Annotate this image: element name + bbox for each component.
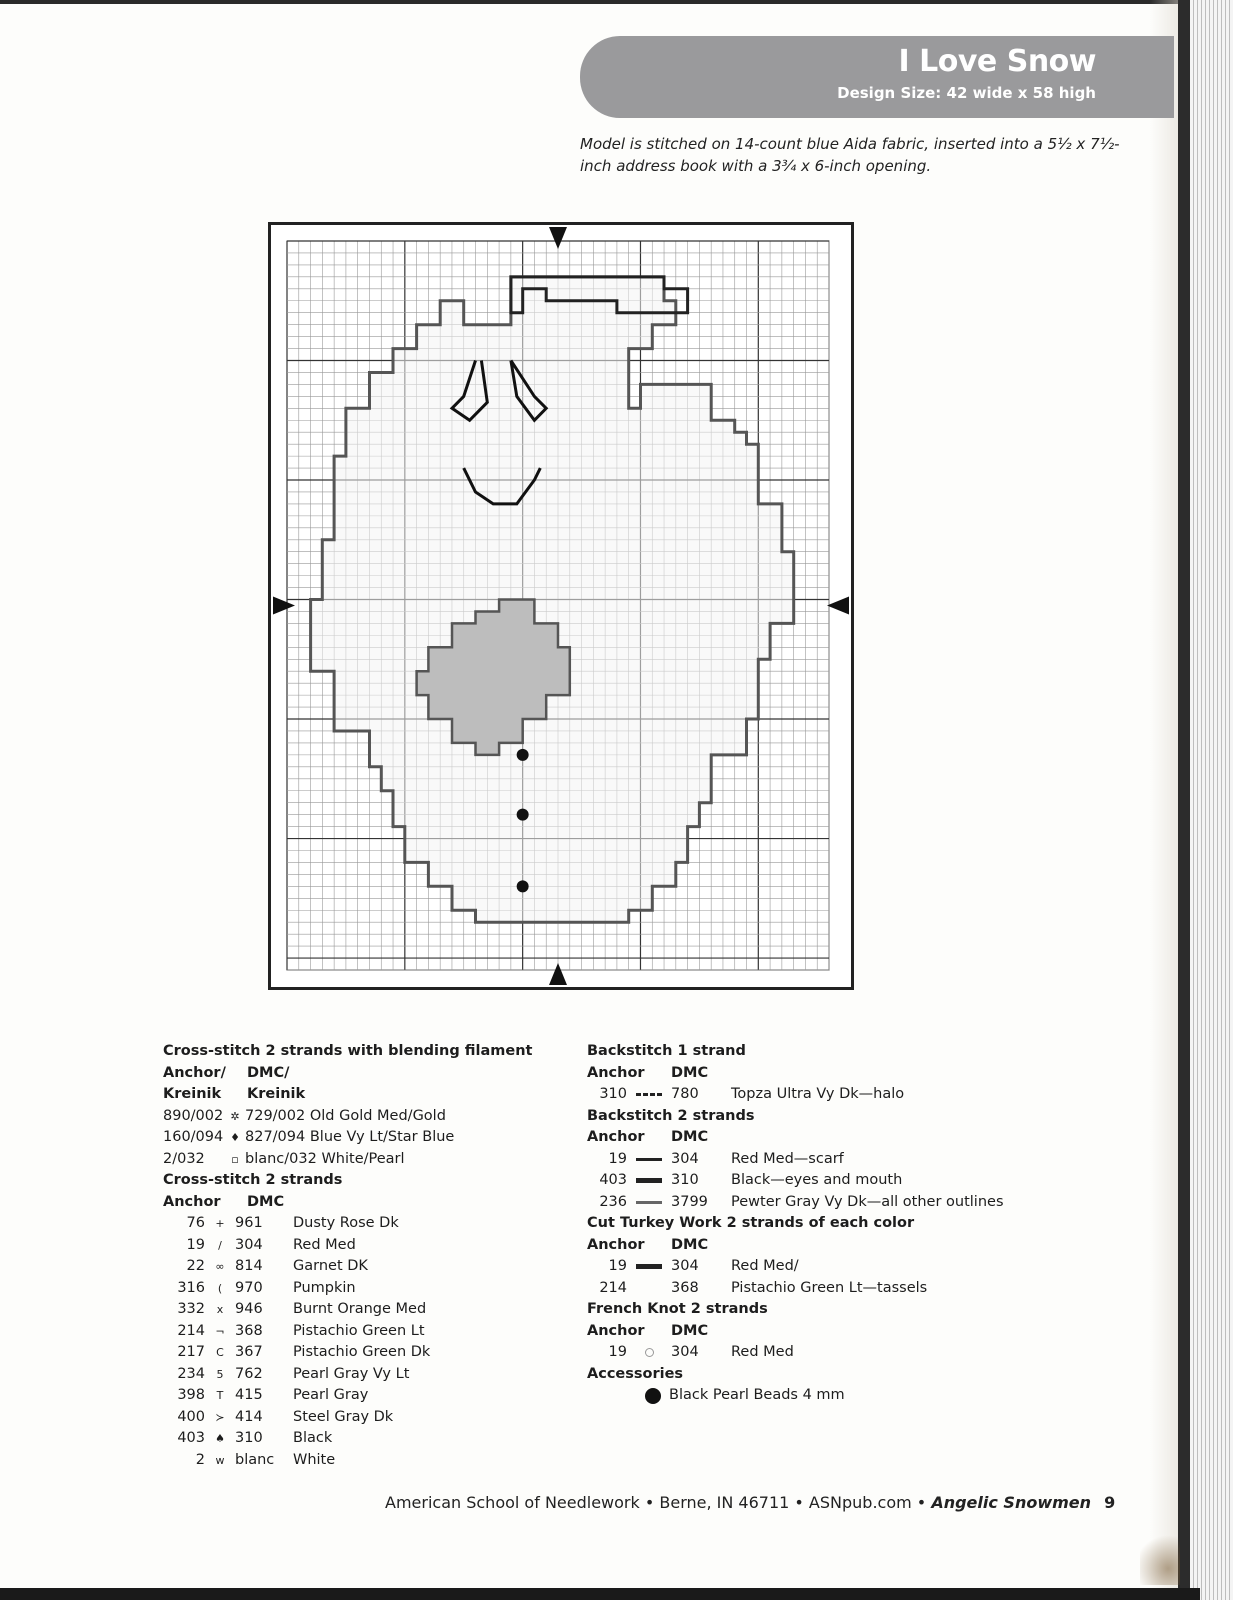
legend-row xyxy=(163,1235,563,1257)
stitch-symbol-icon: T xyxy=(216,1389,224,1402)
thread-name: Dusty Rose Dk xyxy=(293,1215,399,1231)
anchor-number: 19 xyxy=(608,1344,627,1360)
anchor-number: 214 xyxy=(599,1279,627,1296)
dmc-number: 304 xyxy=(671,1150,699,1167)
thread-name: Black—eyes and mouth xyxy=(731,1172,903,1188)
gray-line-icon xyxy=(636,1201,662,1204)
accessory-name: Black Pearl Beads 4 mm xyxy=(669,1387,845,1403)
book-spine xyxy=(1178,0,1190,1600)
anchor-number: 160/094 xyxy=(163,1129,224,1145)
thread-name: Pewter Gray Vy Dk—all other outlines xyxy=(731,1193,1004,1210)
dmc-number: 368 xyxy=(671,1279,699,1296)
legend-row xyxy=(163,1149,563,1171)
legend-row xyxy=(163,1278,563,1300)
solid-line-icon xyxy=(636,1158,662,1161)
legend-row xyxy=(163,1428,563,1450)
dmc-number: 814 xyxy=(235,1258,263,1274)
anchor-number: 332 xyxy=(177,1301,205,1317)
anchor-number: 2 xyxy=(195,1451,205,1468)
thick-line-icon xyxy=(636,1264,662,1269)
stitch-symbol-icon: ( xyxy=(217,1281,223,1295)
legend-left xyxy=(163,1041,563,1471)
page-title: I Love Snow xyxy=(898,44,1096,79)
stitch-symbol-icon: x xyxy=(216,1303,224,1316)
dmc-number: 304 xyxy=(671,1344,699,1360)
section-heading: Backstitch 1 strand xyxy=(587,1043,746,1059)
legend-row xyxy=(163,1106,563,1128)
dmc-number: 367 xyxy=(235,1344,263,1360)
thread-name: Pearl Gray xyxy=(293,1387,369,1403)
anchor-number: 403 xyxy=(177,1430,205,1446)
column-header-anchor: Anchor/ xyxy=(163,1064,226,1081)
stitch-symbol-icon: / xyxy=(218,1238,222,1252)
legend-row xyxy=(587,1170,1047,1192)
thread-name: Pistachio Green Lt—tassels xyxy=(731,1279,928,1296)
book-title: Angelic Snowmen xyxy=(931,1493,1092,1512)
thread-name: Pistachio Green Dk xyxy=(293,1344,431,1360)
anchor-number: 234 xyxy=(177,1365,205,1382)
anchor-number: 316 xyxy=(177,1279,205,1296)
legend-row xyxy=(587,1084,1047,1106)
stitch-symbol-icon: ¬ xyxy=(215,1324,225,1338)
page-shadow xyxy=(1150,0,1178,1588)
column-header-dmc: Kreinik xyxy=(247,1086,306,1102)
thread-name: Red Med—scarf xyxy=(731,1150,844,1167)
section-heading: Backstitch 2 strands xyxy=(587,1107,755,1124)
page-footer xyxy=(385,1493,1115,1512)
thread-name: Garnet DK xyxy=(293,1258,368,1274)
page-number: 9 xyxy=(1104,1493,1116,1512)
dmc-number: 3799 xyxy=(671,1193,708,1210)
section-heading: Accessories xyxy=(587,1365,684,1382)
anchor-number: 398 xyxy=(177,1387,205,1403)
anchor-number: 310 xyxy=(599,1086,627,1102)
bead-icon xyxy=(645,1388,661,1404)
anchor-number: 22 xyxy=(186,1258,205,1274)
diamond-symbol-icon: ♦ xyxy=(230,1131,240,1144)
legend-row xyxy=(587,1192,1047,1214)
dmc-number: blanc xyxy=(235,1451,275,1468)
thread-name: Red Med xyxy=(731,1344,794,1360)
column-header-anchor: Anchor xyxy=(587,1129,645,1145)
cross-stitch-chart xyxy=(268,222,854,990)
thick-line-icon xyxy=(636,1178,662,1183)
dmc-number: 961 xyxy=(235,1215,263,1231)
section-heading: French Knot 2 strands xyxy=(587,1301,768,1317)
publisher-info: American School of Needlework • Berne, IN 46711 • ASNpub.com • xyxy=(385,1493,927,1512)
anchor-number: 890/002 xyxy=(163,1107,224,1124)
anchor-number: 76 xyxy=(186,1215,205,1231)
dmc-number: 310 xyxy=(671,1172,699,1188)
legend-row xyxy=(163,1213,563,1235)
legend-row xyxy=(587,1149,1047,1171)
stitch-symbol-icon: C xyxy=(216,1346,224,1359)
legend-row xyxy=(163,1256,563,1278)
column-header-dmc: DMC xyxy=(671,1129,709,1145)
column-header-anchor: Anchor xyxy=(587,1322,645,1339)
legend-row xyxy=(587,1342,1047,1364)
paper-stain xyxy=(1140,1530,1180,1585)
dmc-number: 304 xyxy=(235,1236,263,1253)
dmc-number: 368 xyxy=(235,1322,263,1339)
legend-row xyxy=(163,1299,563,1321)
dmc-number: 310 xyxy=(235,1430,263,1446)
legend-row xyxy=(163,1385,563,1407)
stitch-symbol-icon: ≻ xyxy=(215,1410,225,1424)
section-heading: Cross-stitch 2 strands with blending filament xyxy=(163,1043,533,1059)
page-bottom-edge xyxy=(0,1588,1200,1600)
thread-name: Burnt Orange Med xyxy=(293,1301,427,1317)
thread-name: 827/094 Blue Vy Lt/Star Blue xyxy=(245,1129,455,1145)
anchor-number: 236 xyxy=(599,1193,627,1210)
thread-name: Red Med xyxy=(293,1236,356,1253)
column-header-anchor: Kreinik xyxy=(163,1086,222,1102)
anchor-number: 400 xyxy=(177,1408,205,1425)
thread-name: Steel Gray Dk xyxy=(293,1408,394,1425)
dmc-number: 304 xyxy=(671,1258,699,1274)
stitch-symbol-icon: 5 xyxy=(216,1367,224,1381)
legend-row xyxy=(163,1342,563,1364)
small-square-symbol-icon: ▫ xyxy=(231,1152,239,1166)
column-header-dmc: DMC xyxy=(671,1236,709,1253)
anchor-number: 19 xyxy=(608,1150,627,1167)
thread-name: blanc/032 White/Pearl xyxy=(245,1150,405,1167)
stitch-symbol-icon: ∞ xyxy=(215,1260,225,1273)
column-header-anchor: Anchor xyxy=(163,1193,221,1210)
column-header-dmc: DMC xyxy=(671,1064,709,1081)
gold-star-symbol-icon: ✲ xyxy=(230,1109,240,1123)
thread-name: Pumpkin xyxy=(293,1279,356,1296)
dmc-number: 414 xyxy=(235,1408,263,1425)
anchor-number: 2/032 xyxy=(163,1150,205,1167)
column-header-anchor: Anchor xyxy=(587,1236,645,1253)
anchor-number: 403 xyxy=(599,1172,627,1188)
thread-name: 729/002 Old Gold Med/Gold xyxy=(245,1107,446,1124)
dmc-number: 762 xyxy=(235,1365,263,1382)
thread-name: Black xyxy=(293,1430,333,1446)
page-edges xyxy=(1190,0,1233,1600)
anchor-number: 19 xyxy=(186,1236,205,1253)
intro-text: Model is stitched on 14-count blue Aida fabric, inserted into a 5½ x 7½-inch address book with a 3¾ x 6-inch opening. xyxy=(580,135,1120,175)
legend-row xyxy=(163,1364,563,1386)
legend-right xyxy=(587,1041,1047,1407)
thread-name: Topza Ultra Vy Dk—halo xyxy=(731,1086,905,1102)
column-header-dmc: DMC xyxy=(671,1322,709,1339)
dmc-number: 415 xyxy=(235,1387,263,1403)
thread-name: Red Med/ xyxy=(731,1258,799,1274)
section-heading: Cross-stitch 2 strands xyxy=(163,1172,343,1188)
design-size: Design Size: 42 wide x 58 high xyxy=(837,84,1096,102)
anchor-number: 214 xyxy=(177,1322,205,1339)
thread-name: Pistachio Green Lt xyxy=(293,1322,425,1339)
title-banner xyxy=(580,36,1174,118)
page-top-edge xyxy=(0,0,1200,4)
dashed-line-icon xyxy=(636,1093,662,1096)
legend-row xyxy=(587,1278,1047,1300)
dmc-number: 780 xyxy=(671,1086,699,1102)
legend-row xyxy=(587,1256,1047,1278)
dmc-number: 946 xyxy=(235,1301,263,1317)
legend-row xyxy=(163,1450,563,1472)
stitch-symbol-icon: w xyxy=(215,1453,225,1467)
anchor-number: 217 xyxy=(177,1344,205,1360)
anchor-number: 19 xyxy=(608,1258,627,1274)
thread-name: White xyxy=(293,1451,336,1468)
column-header-dmc: DMC xyxy=(247,1193,285,1210)
legend-row xyxy=(163,1127,563,1149)
column-header-dmc: DMC/ xyxy=(247,1064,290,1081)
french-knot-icon xyxy=(645,1348,654,1357)
legend-row xyxy=(163,1321,563,1343)
dmc-number: 970 xyxy=(235,1279,263,1296)
chart-grid xyxy=(271,225,851,987)
legend-row xyxy=(587,1385,1047,1407)
thread-name: Pearl Gray Vy Lt xyxy=(293,1365,410,1382)
legend-row xyxy=(163,1407,563,1429)
column-header-anchor: Anchor xyxy=(587,1064,645,1081)
stitch-symbol-icon: + xyxy=(215,1217,225,1230)
stitch-symbol-icon: ♠ xyxy=(215,1432,225,1445)
section-heading: Cut Turkey Work 2 strands of each color xyxy=(587,1215,915,1231)
